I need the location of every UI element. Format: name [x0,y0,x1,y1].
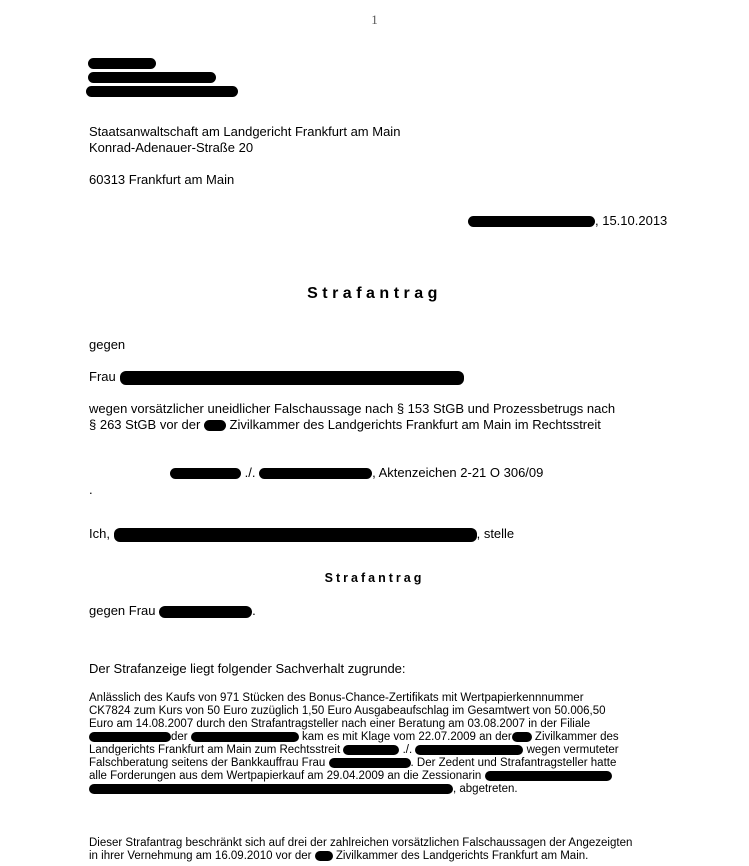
charge-line-2 [89,417,601,433]
closing-line-2 [89,850,588,863]
frau-name-redaction [159,606,252,618]
party-redaction-1 [343,745,399,755]
period: . [252,603,256,618]
facts-line-8-a: , abgetreten. [453,783,518,795]
subtitle: Strafantrag [324,571,425,585]
bank-name-redaction [191,732,299,742]
accused-line [89,369,464,385]
case-reference: , Aktenzeichen 2-21 O 306/09 [372,465,544,480]
applicant-line [89,526,514,542]
party-redaction-2 [415,745,523,755]
facts-line-7 [89,770,612,783]
accused-name-redaction [120,371,464,385]
gegen-frau-label: gegen Frau [89,603,156,618]
date-line [468,213,667,229]
facts-line-7-a: alle Forderungen aus dem Wertpapierkauf am 29.04.2009 an die Zessionarin [89,770,482,782]
bank-redaction [89,732,171,742]
facts-line-1: Anlässlich des Kaufs von 971 Stücken des Bonus-Chance-Zertifikats mit Wertpapierkennnummer [89,692,584,704]
facts-line-5-b: ./. [402,744,413,756]
facts-line-4-c: Zivilkammer des [534,731,619,743]
sender-redaction-1 [88,58,156,69]
place-redaction [468,216,595,227]
closing-line-2-b: Zivilkammer des Landgerichts Frankfurt am Main. [335,850,589,862]
chamber-number-redaction [204,420,226,431]
facts-intro: Der Strafanzeige liegt folgender Sachverhalt zugrunde: [89,661,406,676]
gegen-frau-line [89,603,256,619]
assignee-redaction-2 [89,784,453,794]
recipient-line-3: 60313 Frankfurt am Main [89,172,235,187]
facts-line-5 [89,744,619,757]
facts-line-8 [89,783,518,796]
closing-line-2-a: in ihrer Vernehmung am 16.09.2010 vor der [89,850,312,862]
bank-clerk-redaction [329,758,411,768]
case-line [170,465,543,481]
charge-line-2-end: Zivilkammer des Landgerichts Frankfurt am Main im Rechtsstreit [229,417,601,432]
facts-line-4-a: der [171,731,188,743]
date-text: , 15.10.2013 [595,213,668,228]
page-number: 1 [371,12,378,27]
stelle-text: , stelle [476,526,515,541]
gegen-label: gegen [89,337,126,352]
recipient-line-1: Staatsanwaltschaft am Landgericht Frankfurt am Main [89,124,401,139]
facts-line-5-c: wegen vermuteter [526,744,619,756]
frau-label: Frau [89,369,116,384]
case-separator: ./. [244,465,256,480]
facts-line-6-b: . Der Zedent und Strafantragsteller hatte [410,757,617,769]
facts-line-3: Euro am 14.08.2007 durch den Strafantragsteller nach einer Beratung am 03.08.2007 in der Filiale [89,718,591,730]
chamber-redaction-3 [315,851,333,861]
facts-line-4 [89,731,619,744]
defendant-redaction [259,468,372,479]
facts-line-4-b: kam es mit Klage vom 22.07.2009 an der [302,731,512,743]
document-title: Strafantrag [307,285,442,302]
closing-line-1: Dieser Strafantrag beschränkt sich auf drei der zahlreichen vorsätzlichen Falschaussagen der Angezeigten [89,837,633,849]
facts-line-6-a: Falschberatung seitens der Bankkauffrau Frau [89,757,326,769]
facts-line-6 [89,757,616,770]
sender-redaction-2 [88,72,216,83]
assignee-redaction-1 [485,771,612,781]
stray-dot: . [89,482,93,497]
charge-line-2-start: § 263 StGB vor der [89,417,201,432]
plaintiff-redaction [170,468,241,479]
facts-line-5-a: Landgerichts Frankfurt am Main zum Rechtsstreit [89,744,341,756]
applicant-redaction [114,528,477,542]
charge-line-1: wegen vorsätzlicher uneidlicher Falschaussage nach § 153 StGB und Prozessbetrugs nach [89,401,616,416]
sender-redaction-3 [86,86,238,97]
chamber-redaction-2 [512,732,532,742]
recipient-line-2: Konrad-Adenauer-Straße 20 [89,140,254,155]
facts-line-2: CK7824 zum Kurs von 50 Euro zuzüglich 1,50 Euro Ausgabeaufschlag im Gesamtwert von 50.006,50 [89,705,606,717]
ich-label: Ich, [89,526,110,541]
